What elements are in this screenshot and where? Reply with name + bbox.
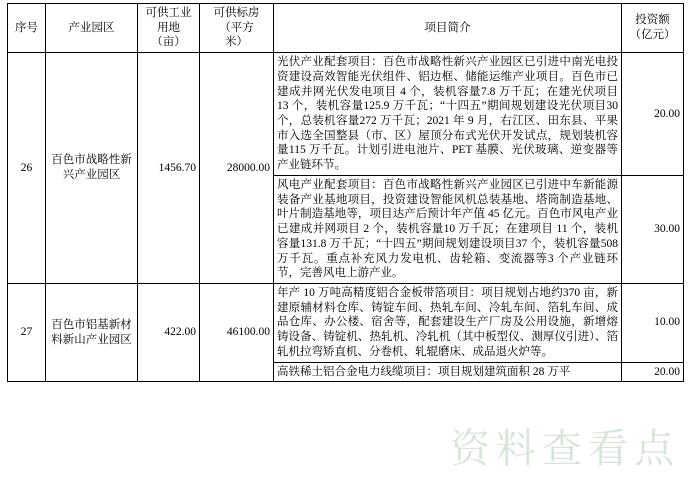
column-header-plant-line2: （平方 — [219, 21, 254, 34]
table-header — [8, 4, 684, 53]
cell-amount: 30.00 — [622, 175, 684, 283]
cell-description: 高铁稀土铝合金电力线缆项目：项目规划建筑面积 28 万平 — [274, 362, 622, 382]
column-header-land-line2: 用地 — [157, 21, 180, 34]
watermark: 资料查看点 — [450, 426, 680, 471]
column-header-plant — [200, 4, 274, 53]
cell-amount: 20.00 — [622, 53, 684, 176]
cell-land: 1456.70 — [138, 53, 200, 284]
column-header-no: 序号 — [8, 4, 46, 53]
column-header-plant-line1: 可供标房 — [213, 7, 260, 19]
cell-description: 年产 10 万吨高精度铝合金板带箔项目：项目规划占地约370 亩，新建原辅材料仓库、铸锭车间、热轧车间、冷轧车间、箔轧车间、成品仓库、办公楼、宿舍等，配套建设生产厂房及公用设施，新增熔铸设备、铸锭机、热轧机、冷轧机（其中板型仪、测厚仪引进）、箔轧机拉弯矫直机、分卷机、轧辊磨床、成品退火炉等。 — [274, 283, 622, 362]
cell-plant: 46100.00 — [200, 283, 274, 381]
investment-project-table — [7, 3, 684, 382]
cell-park: 百色市战略性新兴产业园区 — [46, 53, 138, 284]
cell-no: 27 — [8, 283, 46, 381]
cell-plant: 28000.00 — [200, 53, 274, 284]
column-header-amount-line1: 投资额 — [635, 14, 670, 27]
table-body — [8, 53, 684, 382]
cell-park: 百色市铝基新材料新山产业园区 — [46, 283, 138, 381]
table-header-row — [8, 4, 684, 53]
table-row — [8, 283, 684, 362]
column-header-desc: 项目简介 — [274, 4, 622, 53]
column-header-land-line3: （亩） — [151, 36, 186, 49]
cell-description: 风电产业配套项目：百色市战略性新兴产业园区已引进中车新能源装备产业基地项目，投资建设智能风机总装基地、塔筒制造基地、叶片制造基地等，项目达产后预计年产值 45 亿元。百色市风电产业已建成并网项目 2 个，装机容量10 万千瓦；在建项目 11 个，装机容量131.8 万千瓦；“十四五”期间规划建设项目37 个，装机容量508万千瓦。重点补充风力发电机、齿轮箱、变流器等3 个产业链环节，完善风电上游产业。 — [274, 175, 622, 283]
cell-no: 26 — [8, 53, 46, 284]
document-page — [0, 3, 690, 500]
column-header-amount-line2: （亿元） — [629, 29, 676, 42]
table-row — [8, 53, 684, 176]
column-header-park: 产业园区 — [46, 4, 138, 53]
column-header-land-line1: 可供工业 — [145, 7, 192, 19]
cell-land: 422.00 — [138, 283, 200, 381]
column-header-amount — [622, 4, 684, 53]
cell-amount: 20.00 — [622, 362, 684, 382]
column-header-plant-line3: 米） — [225, 36, 248, 49]
column-header-land — [138, 4, 200, 53]
cell-amount: 10.00 — [622, 283, 684, 362]
cell-description: 光伏产业配套项目：百色市战略性新兴产业园区已引进中南光电投资建设高效智能光伏组件、铝边框、储能运维产业项目。百色市已建成并网光伏发电项目 4 个，装机容量7.8 万千瓦；在建光伏项目 13 个，装机容量125.9 万千瓦；“十四五”期间规划建设光伏项目30 个，总装机容量272 万千瓦；2021 年 9 月，右江区、田东县、平果市入选全国整县（市、区）屋顶分布式光伏开发试点，规划装机容量115 万千瓦。计划引进电池片、PET 基膜、光伏玻璃、逆变器等产业链环节。 — [274, 53, 622, 176]
